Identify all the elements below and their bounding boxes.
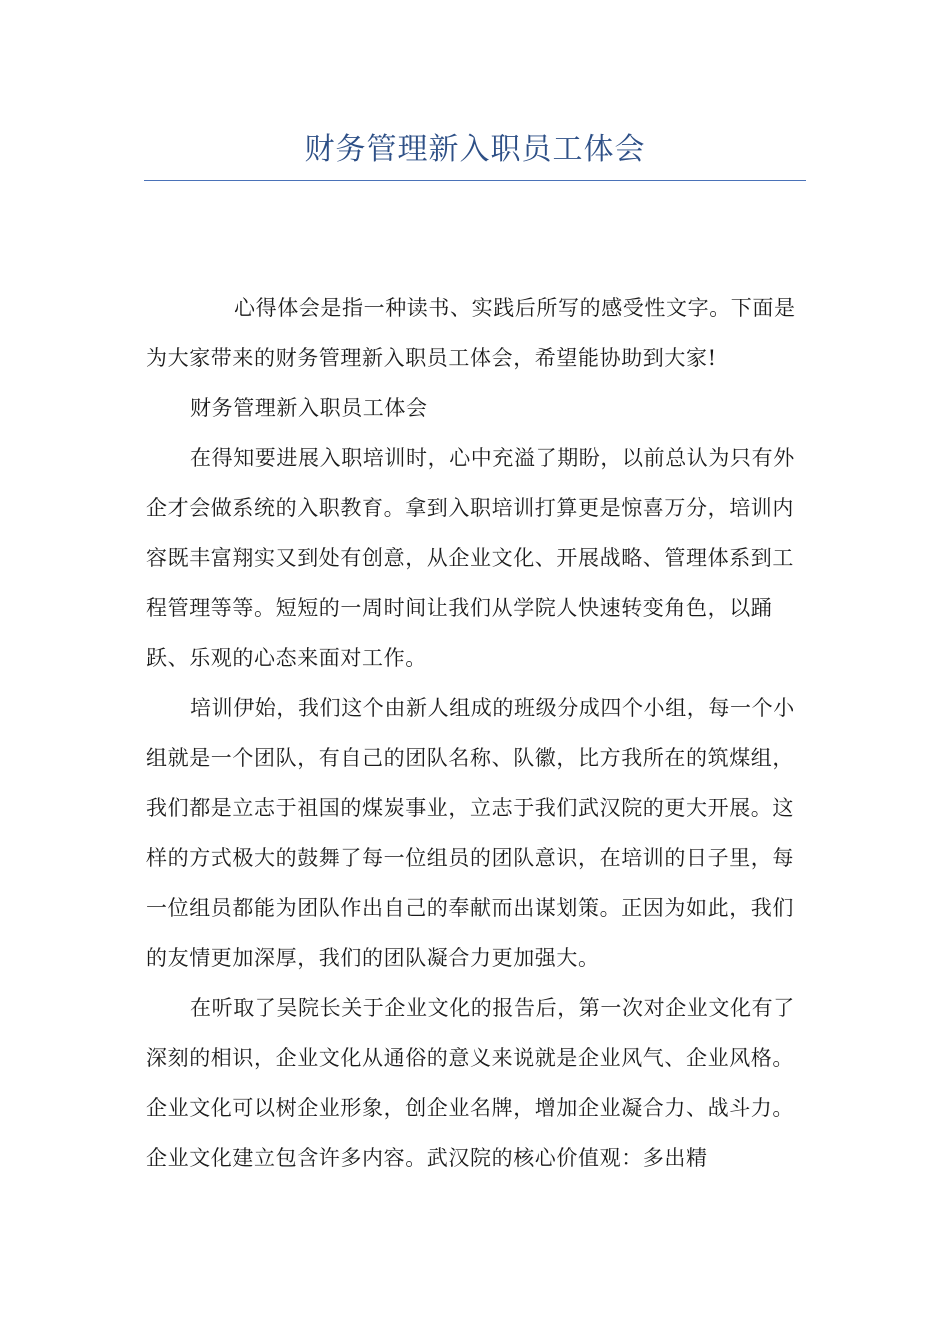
body-paragraph-2: 培训伊始，我们这个由新人组成的班级分成四个小组，每一个小组就是一个团队，有自己的团队名称、队徽，比方我所在的筑煤组，我们都是立志于祖国的煤炭事业，立志于我们武汉院的更大开展。这样的方式极大的鼓舞了每一位组员的团队意识，在培训的日子里，每一位组员都能为团队作出自己的奉献而出谋划策。正因为如此，我们的友情更加深厚，我们的团队凝合力更加强大。 [146, 696, 795, 970]
intro-paragraph: 心得体会是指一种读书、实践后所写的感受性文字。下面是为大家带来的财务管理新入职员工体会，希望能协助到大家! [146, 296, 796, 370]
document-title: 财务管理新入职员工体会 [304, 132, 646, 167]
body-paragraph-1: 在得知要进展入职培训时，心中充溢了期盼，以前总认为只有外企才会做系统的入职教育。拿到入职培训打算更是惊喜万分，培训内容既丰富翔实又到处有创意，从企业文化、开展战略、管理体系到工程管理等等。短短的一周时间让我们从学院人快速转变角色，以踊跃、乐观的心态来面对工作。 [146, 446, 795, 670]
body-paragraph-3: 在听取了吴院长关于企业文化的报告后，第一次对企业文化有了深刻的相识，企业文化从通俗的意义来说就是企业风气、企业风格。企业文化可以树企业形象，创企业名牌，增加企业凝合力、战斗力。企业文化建立包含许多内容。武汉院的核心价值观：多出精 [146, 996, 795, 1170]
title-underline [144, 180, 806, 181]
subtitle-paragraph: 财务管理新入职员工体会 [190, 396, 428, 420]
